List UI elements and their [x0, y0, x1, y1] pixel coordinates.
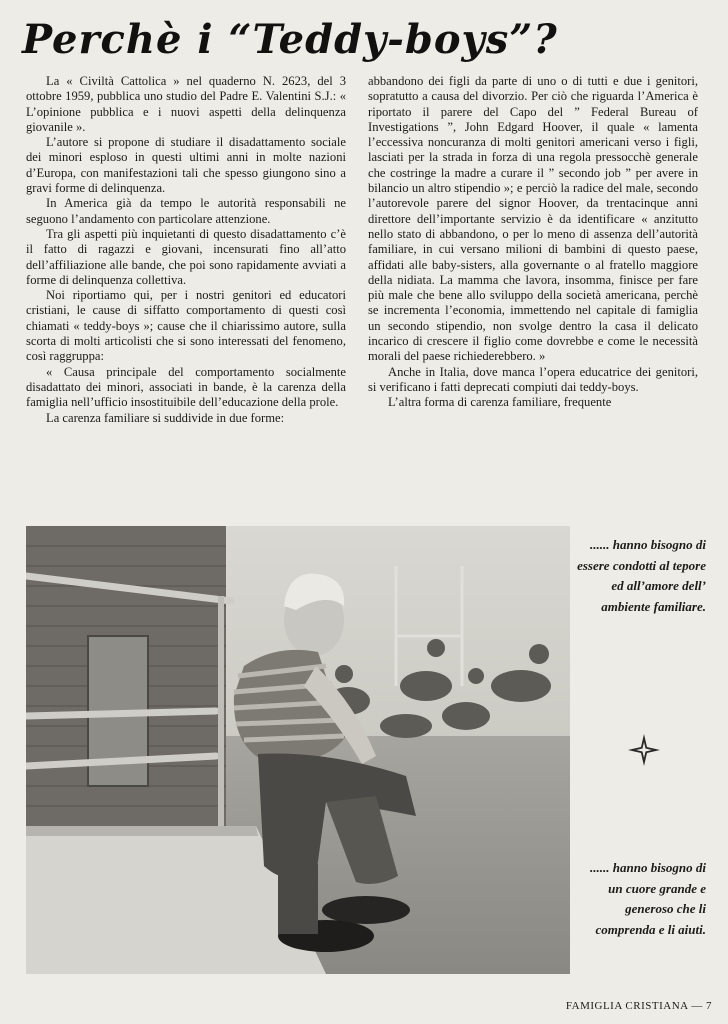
paragraph: Tra gli aspetti più inquietanti di questo disadattamento c’è il fatto di ragazzi e giovani, incensurati fino all’atto dell’affiliazione alle bande, che poi sono rapidamente avviati a forme di delinquenza collettiva.	[26, 226, 346, 287]
paragraph: L’altra forma di carenza familiare, frequente	[388, 395, 612, 410]
paragraph: Anche in Italia, dove manca l’opera educatrice dei genitori, si verificano i fatti deprecati compiuti dai teddy-boys.	[368, 364, 698, 394]
paragraph: « Causa principale del comportamento socialmente disadattato dei minori, associati in bande, è la carenza della famiglia nell’ufficio insostituibile dell’educazione della prole.	[26, 364, 346, 410]
text-column-right	[368, 74, 698, 411]
illustration-graphic	[26, 526, 570, 974]
decorative-star-icon	[626, 732, 662, 768]
paragraph: Noi riportiamo qui, per i nostri genitori ed educatori cristiani, le cause di siffatto comportamento di questi così chiamati « teddy-boys »; cause che il chiarissimo autore, sulla scorta di molti articolisti che si sono interessati del fenomeno, così raggruppa:	[26, 288, 346, 364]
paragraph: abbandono dei figli da parte di uno o di tutti e due i genitori, sopratutto a causa del divorzio. Per ciò che riguarda l’America è riportato il parere del Capo del ” Federal Bureau of Investigations ”, John Edgard Hoover, il quale « lamenta l’eccessiva noncuranza di molti genitori americani verso i figli, lasciati per la strada in forza di una regola pressocchè generale che costringe la madre a curare il ” secondo job ” per avere in bilancio un altro stipendio »; e perciò la radice del male, secondo l’autorevole parere del signor Hoover, da trentacinque anni direttore dell’importante servizio è da identificare « anzitutto nello stato di abbandono, o per lo meno di assenza dell’autorità familiare, in cui versano milioni di bambini di questo paese, affidati alle baby-sisters, alla governante o al fratello maggiore della nidiata. La mamma che lavora, insomma, finisce per fare più male che bene allo sviluppo della società americana, perchè se incrementa l’economia, immettendo nel capitale di famiglia un secondo stipendio, non svolge dentro la casa il delicato incarico di crescere il figlio come dovrebbe e come le necessità morali del paese richiederebbero. »	[368, 74, 698, 364]
paragraph: La carenza familiare si suddivide in due forme:	[46, 410, 285, 425]
page-footer: FAMIGLIA CRISTIANA — 7	[565, 1000, 712, 1012]
caption-bottom: ...... hanno bisogno di un cuore grande e generoso che li comprenda e li aiuti.	[590, 860, 706, 937]
text-column-left	[26, 74, 346, 426]
paragraph: In America già da tempo le autorità responsabili ne seguono l’andamento con particolare attenzione.	[26, 196, 346, 226]
paragraph: La « Civiltà Cattolica » nel quaderno N. 2623, del 3 ottobre 1959, pubblica uno studio del Padre E. Valentini S.J.: « L’opinione pubblica e i nuovi aspetti della delinquenza giovanile ».	[26, 74, 346, 134]
boy-watching-football-illustration	[26, 526, 570, 974]
article-title: Perchè i “Teddy-boys”?	[22, 16, 558, 63]
caption-top: ...... hanno bisogno di essere condotti al tepore ed all’amore dell’ ambiente familiare.	[577, 537, 706, 614]
paragraph: L’autore si propone di studiare il disadattamento sociale dei minori esploso in questi ultimi anni in molte nazioni d’Europa, con manifestazioni tali che spesso giungono sino a gravi forme di delinquenza.	[26, 135, 346, 196]
